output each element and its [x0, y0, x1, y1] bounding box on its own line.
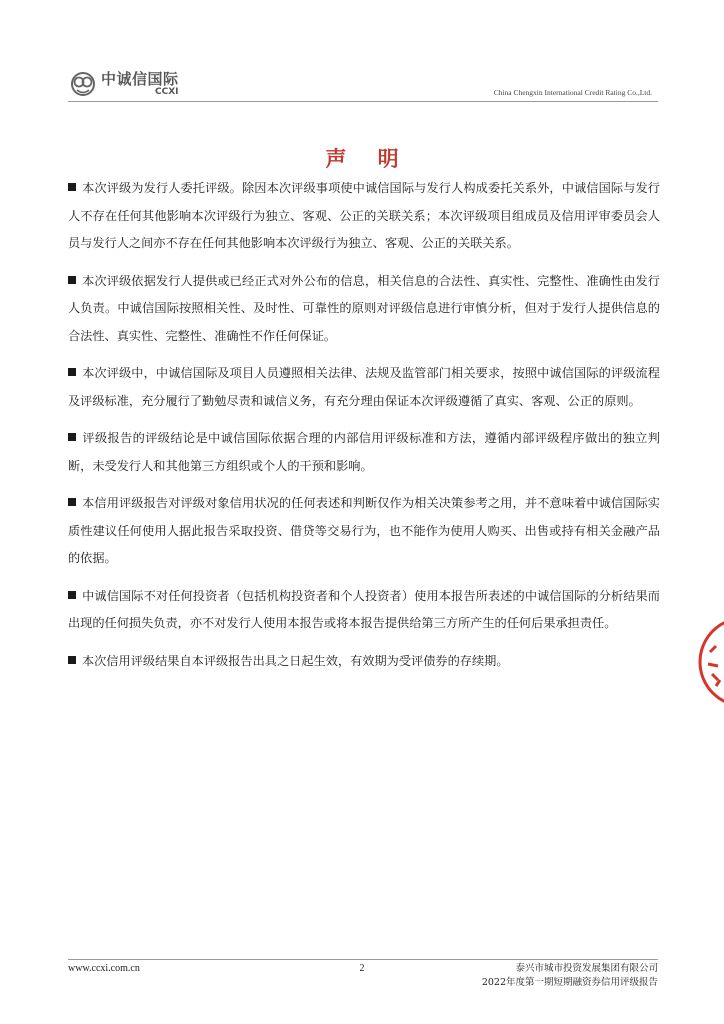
paragraph-text: 本次评级中，中诚信国际及项目人员遵照相关法律、法规及监管部门相关要求，按照中诚信国际的评级流程及评级标准，充分履行了勤勉尽责和诚信义务，有充分理由保证本次评级遵循了真实、客观、公正的原则。	[68, 366, 660, 408]
footer-divider	[68, 959, 658, 960]
logo-en-text: CCXI	[155, 86, 179, 97]
square-bullet-icon	[68, 276, 76, 284]
page-header	[68, 70, 656, 102]
square-bullet-icon	[68, 433, 76, 441]
statement-paragraph	[68, 360, 660, 415]
statement-paragraph	[68, 648, 660, 676]
paragraph-text: 评级报告的评级结论是中诚信国际依据合理的内部信用评级标准和方法，遵循内部评级程序做出的独立判断，未受发行人和其他第三方组织或个人的干预和影响。	[68, 431, 660, 473]
statement-body	[68, 175, 660, 685]
statement-paragraph	[68, 175, 660, 258]
statement-paragraph	[68, 583, 660, 638]
paragraph-text: 本次评级为发行人委托评级。除因本次评级事项使中诚信国际与发行人构成委托关系外，中诚信国际与发行人不存在任何其他影响本次评级行为独立、客观、公正的关联关系；本次评级项目组成员及信用评审委员会人员与发行人之间亦不存在任何其他影响本次评级行为独立、客观、公正的关联关系。	[68, 181, 660, 250]
footer-report-info	[482, 962, 658, 990]
paragraph-text: 本信用评级报告对评级对象信用状况的任何表述和判断仅作为相关决策参考之用，并不意味着中诚信国际实质性建议任何使用人据此报告采取投资、借贷等交易行为，也不能作为使用人购买、出售或持有相关金融产品的依据。	[68, 496, 660, 565]
square-bullet-icon	[68, 183, 76, 191]
statement-paragraph	[68, 490, 660, 573]
red-seal-stamp-icon	[694, 612, 724, 712]
paragraph-text: 本次信用评级结果自本评级报告出具之日起生效，有效期为受评债券的存续期。	[82, 653, 509, 668]
square-bullet-icon	[68, 656, 76, 664]
header-divider	[68, 101, 658, 102]
statement-paragraph	[68, 425, 660, 480]
footer-issuer: 泰兴市城市投资发展集团有限公司	[515, 963, 658, 974]
square-bullet-icon	[68, 368, 76, 376]
square-bullet-icon	[68, 498, 76, 506]
footer-website: www.ccxi.com.cn	[68, 963, 140, 974]
page-title: 声 明	[325, 147, 411, 171]
ccxi-logo	[68, 70, 179, 98]
company-english-name: China Chengxin International Credit Rating Co.,Ltd.	[493, 88, 652, 97]
footer-report-title: 2022年度第一期短期融资券信用评级报告	[481, 977, 658, 988]
paragraph-text: 本次评级依据发行人提供或已经正式对外公布的信息，相关信息的合法性、真实性、完整性、准确性由发行人负责。中诚信国际按照相关性、及时性、可靠性的原则对评级信息进行审慎分析，但对于发行人提供信息的合法性、真实性、完整性、准确性不作任何保证。	[68, 273, 660, 343]
ccxi-logo-icon	[68, 70, 98, 98]
logo-cn-text: 中诚信国际	[101, 69, 179, 88]
paragraph-text: 中诚信国际不对任何投资者（包括机构投资者和个人投资者）使用本报告所表述的中诚信国际的分析结果而出现的任何损失负责，亦不对发行人使用本报告或将本报告提供给第三方所产生的任何后果承担责任。	[68, 588, 660, 630]
square-bullet-icon	[68, 591, 76, 599]
page-number: 2	[359, 963, 365, 974]
statement-paragraph	[68, 268, 660, 351]
